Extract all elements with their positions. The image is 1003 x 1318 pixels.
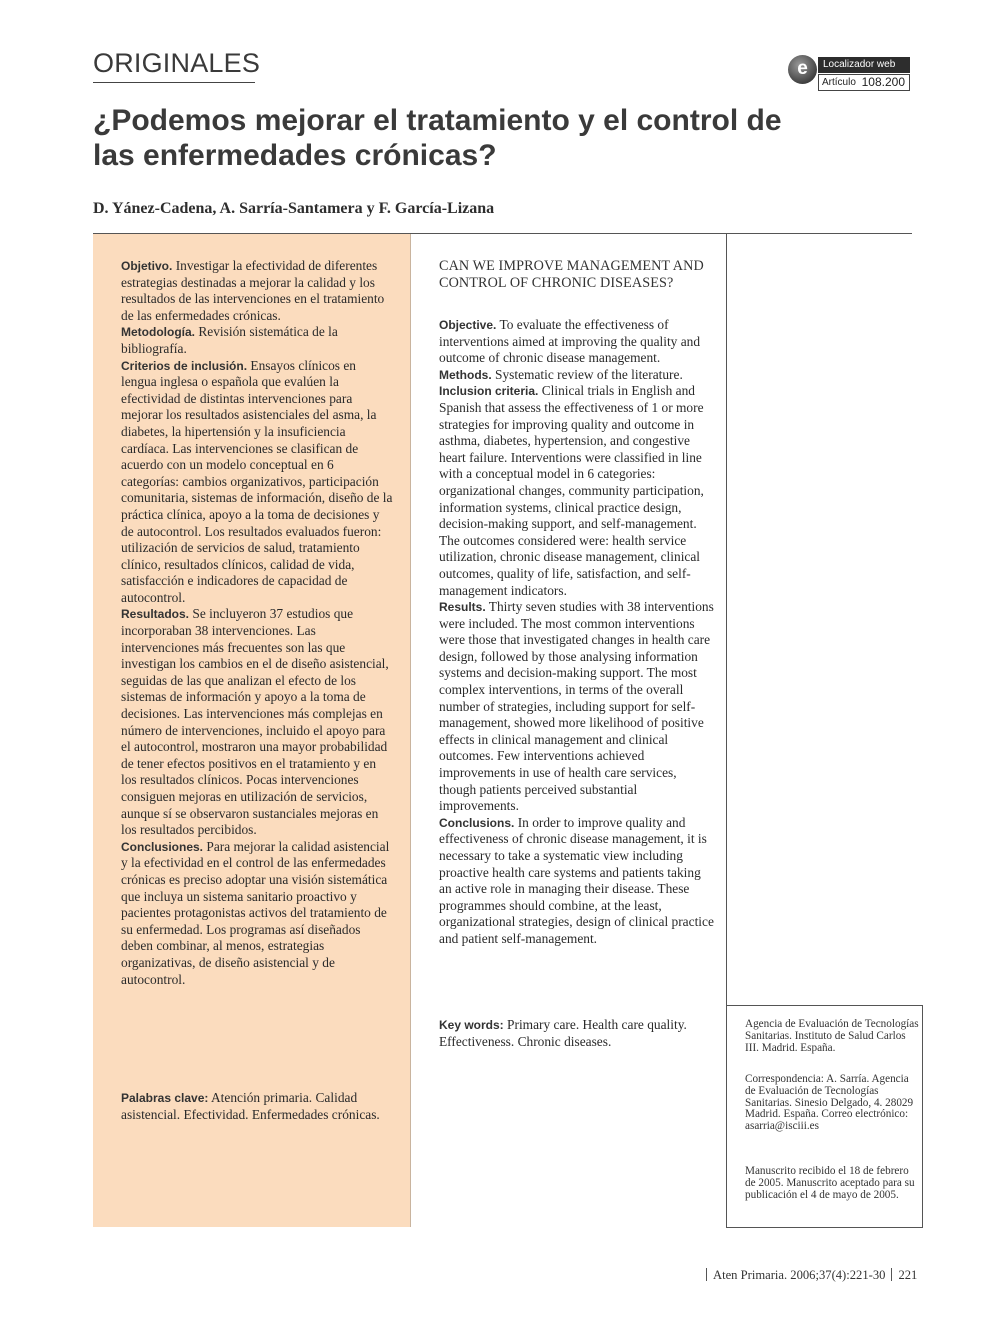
section-text: To evaluate the effectiveness of interventions aimed at improving the quality and outcome of chronic disease management. bbox=[439, 317, 701, 366]
section-label: ORIGINALES bbox=[93, 48, 261, 78]
section-text: Revisión sistemática de la bibliografía. bbox=[121, 324, 338, 356]
keywords-text: Atención primaria. Calidad asistencial. Efectividad. Enfermedades crónicas. bbox=[121, 1090, 380, 1122]
footer-divider bbox=[891, 1268, 892, 1281]
section-heading: Inclusion criteria. bbox=[439, 384, 539, 399]
affiliation-correspondence: Correspondencia: A. Sarría. Agencia de Evaluación de Tecnologías Sanitarias. Sinesio Delgado, 4. 28029 Madrid. España. Correo electrónico: asarria@isciii.es bbox=[745, 1073, 914, 1133]
keywords-text: Primary care. Health care quality. Effectiveness. Chronic diseases. bbox=[439, 1017, 687, 1049]
article-label: Artículo bbox=[822, 77, 856, 88]
section-text: Para mejorar la calidad asistencial y la efectividad en el control de las enfermedades crónicas es preciso adoptar una visión sistemática que incluya un sistema sanitario proactivo y pacientes protagonistas activos del tratamiento de su enfermedad. Los programas así diseñados deben combinar, al menos, estrategias organizativas, de diseño asistencial y de autocontrol. bbox=[121, 838, 390, 987]
section-heading: Metodología. bbox=[121, 325, 195, 340]
abstract-section-methods bbox=[439, 367, 714, 384]
abstract-section-criteria bbox=[439, 383, 714, 599]
abstract-section-resultados bbox=[121, 606, 393, 838]
abstract-section-conclusiones bbox=[121, 839, 393, 988]
spanish-abstract bbox=[121, 258, 393, 988]
section-heading: Methods. bbox=[439, 367, 492, 382]
keywords-heading: Palabras clave: bbox=[121, 1091, 209, 1105]
section-text: Investigar la efectividad de diferentes estrategias destinadas a mejorar la calidad y los resultados de las intervenciones en el tratamiento de las enfermedades crónicas. bbox=[121, 258, 385, 323]
abstract-section-objetivo bbox=[121, 258, 393, 324]
locator-label: Localizador web bbox=[818, 57, 910, 73]
section-heading: Conclusiones. bbox=[121, 839, 204, 854]
section-heading: Objetivo. bbox=[121, 259, 173, 273]
abstract-section-results bbox=[439, 599, 714, 815]
section-text: Se incluyeron 37 estudios que incorporaban 38 intervenciones. Las intervenciones más frecuentes son las que investigan los cambios en el de diseño asistencial, seguidas de las que analizan el efecto de los sistemas de información y apoyo a la toma de decisiones. Las intervenciones más complejas en número de intervenciones, incluido el apoyo para el autocontrol, mostraron una mayor probabilidad de tener efectos positivos en el tratamiento y en los resultados clínicos. Pocas intervenciones consiguen mejoras en utilización de servicios, aunque sí se observaron sustanciales mejoras en los resultados percibidos. bbox=[121, 606, 389, 838]
english-keywords bbox=[439, 1017, 714, 1050]
section-text: Ensayos clínicos en lengua inglesa o española que evalúen la efectividad de distintas intervenciones para mejorar los resultados asistenciales del asma, la diabetes, la hipertensión y la insuficiencia cardíaca. Las intervenciones se clasifican de acuerdo con un modelo conceptual en 6 categorías: cambios organizativos, participación comunitaria, sistemas de información, diseño de la práctica clínica, apoyo a la toma de decisiones y de autocontrol. Los resultados evaluados fueron: utilización de servicios de salud, tratamiento clínico, resultados clínicos, calidad de vida, satisfacción e indicadores de capacidad de autocontrol. bbox=[121, 357, 393, 605]
section-text: In order to improve quality and effectiveness of chronic disease management, it is necessary to take a systematic view including proactive health care systems and patients taking an active role in managing their disease. These programmes should combine, at the least, organizational strategies, design of clinical practice and patient self-management. bbox=[439, 814, 714, 946]
section-heading: Resultados. bbox=[121, 607, 190, 622]
section-rule bbox=[93, 82, 255, 83]
english-abstract bbox=[439, 317, 714, 948]
abstract-section-metodologia bbox=[121, 324, 393, 357]
keywords-heading: Key words: bbox=[439, 1018, 504, 1032]
article-locator bbox=[818, 74, 910, 91]
journal-citation: Aten Primaria. 2006;37(4):221-30 bbox=[713, 1268, 886, 1282]
section-text: Clinical trials in English and Spanish that assess the effectiveness of 1 or more strategies for improving quality and outcome in asthma, diabetes, hypertension, and congestive heart failure. Interventions were classified in line with a conceptual model in 6 categories: organizational changes, community participation, information systems, clinical practice design, decision-making support, and self-management. The outcomes considered were: health service utilization, chronic disease management, clinical outcomes, quality of life, satisfaction, and self-management indicators. bbox=[439, 383, 704, 598]
abstract-section-objective bbox=[439, 317, 714, 367]
section-heading: Results. bbox=[439, 600, 486, 615]
page-footer bbox=[700, 1268, 917, 1283]
column-divider bbox=[410, 234, 411, 1227]
section-heading: Conclusions. bbox=[439, 815, 515, 830]
section-heading: Objective. bbox=[439, 318, 497, 332]
footer-divider bbox=[706, 1268, 707, 1281]
e-logo-icon: e bbox=[788, 55, 817, 84]
article-title: ¿Podemos mejorar el tratamiento y el control de las enfermedades crónicas? bbox=[93, 104, 782, 172]
abstract-section-criterios bbox=[121, 358, 393, 607]
web-locator[interactable] bbox=[788, 52, 911, 92]
english-title: CAN WE IMPROVE MANAGEMENT AND CONTROL OF CHRONIC DISEASES? bbox=[439, 258, 704, 291]
abstract-section-conclusions bbox=[439, 815, 714, 948]
article-authors: D. Yánez-Cadena, A. Sarría-Santamera y F. García-Lizana bbox=[93, 200, 495, 217]
affiliation-institution: Agencia de Evaluación de Tecnologías Sanitarias. Instituto de Salud Carlos III. Madrid. España. bbox=[745, 1018, 919, 1054]
page-number: 221 bbox=[898, 1268, 918, 1282]
section-text: Thirty seven studies with 38 interventions were included. The most common interventions were those that investigated changes in health care design, followed by those analysing information systems and decision-making support. The most complex interventions, in terms of the overall number of strategies, including support for self-management, showed more likelihood of positive effects in clinical management and clinical outcomes. Few interventions achieved improvements in use of health care services, though patients perceived substantial improvements. bbox=[439, 599, 714, 814]
section-heading: Criterios de inclusión. bbox=[121, 358, 248, 373]
section-text: Systematic review of the literature. bbox=[495, 366, 683, 382]
affiliation-manuscript-dates: Manuscrito recibido el 18 de febrero de 2005. Manuscrito aceptado para su publicación el 4 de mayo de 2005. bbox=[745, 1165, 915, 1201]
spanish-keywords bbox=[121, 1090, 393, 1123]
article-number: 108.200 bbox=[861, 75, 905, 89]
